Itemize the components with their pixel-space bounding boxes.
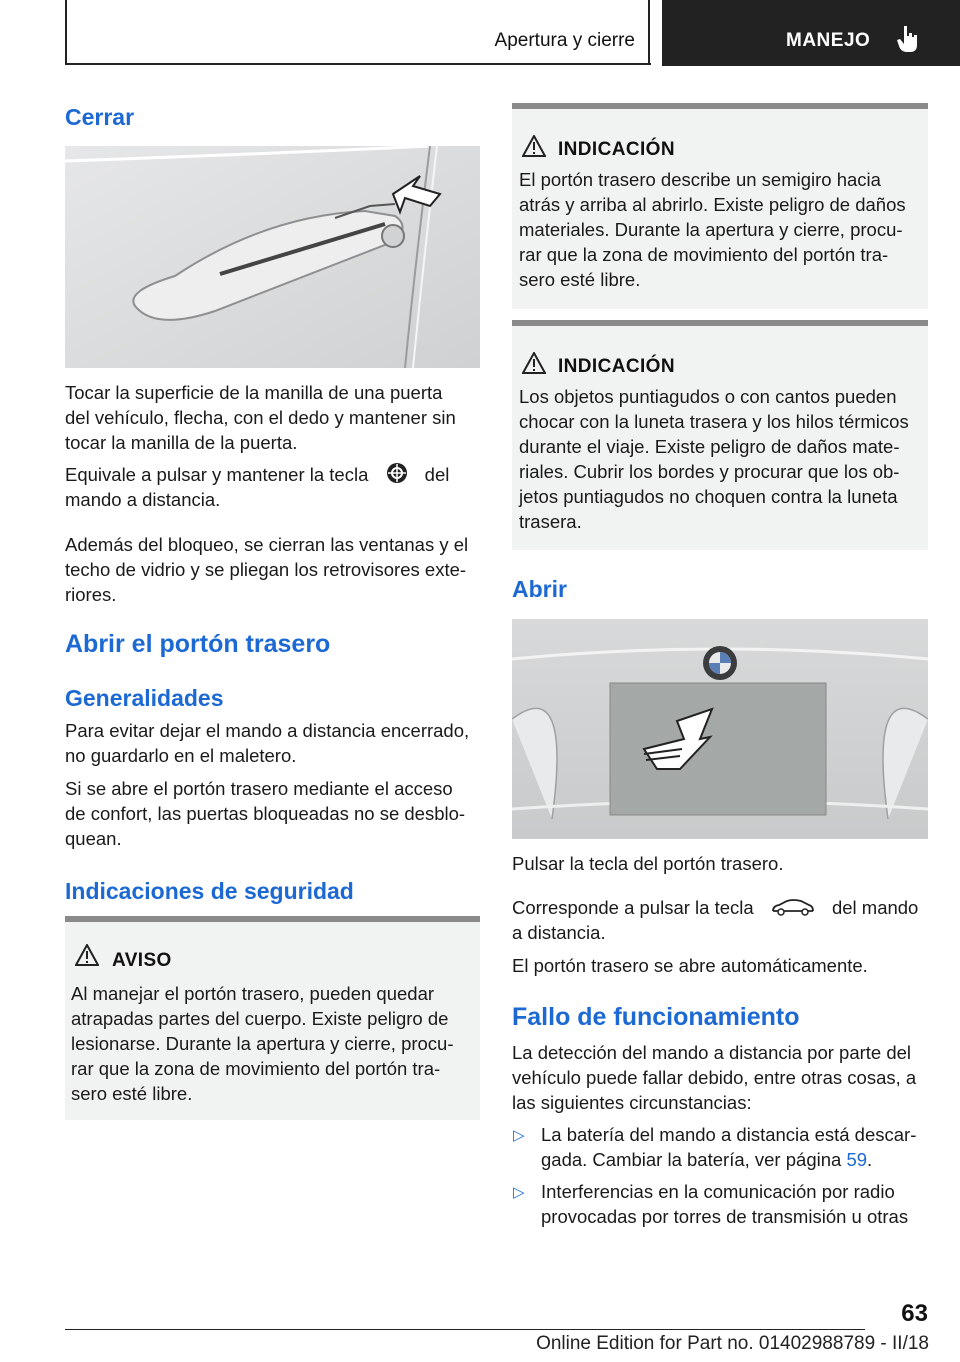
bullet-marker: ▷ [513,1127,525,1144]
cerrar-paragraph-2: Equivale a pulsar y mantener la tecla del mando a distancia. [65,464,450,510]
header-section-title: Apertura y cierre [494,30,635,51]
footer-edition: Online Edition for Part no. 01402988789 - II/18 [536,1333,929,1354]
cerrar-paragraph-1: Tocar la superficie de la manilla de una puerta del vehículo, flecha, con el dedo y mantener sin tocar la manilla de la puerta. [65,382,456,453]
header-left-rule [65,0,67,64]
indicacion-box-1 [512,103,928,309]
fallo-bullet-1: La batería del mando a distancia está descar- gada. Cambiar la batería, ver página 59. [541,1124,917,1170]
abrir-heading: Abrir [512,576,567,602]
fallo-bullet-2: Interferencias en la comunicación por radio provocadas por torres de transmisión u otras [541,1181,909,1227]
indicacion-box-2 [512,320,928,550]
tailgate-button-image [512,619,928,839]
header-rule [65,63,651,65]
lock-button-icon [386,462,408,484]
warning-icon [75,944,99,966]
footer-rule [65,1329,865,1330]
indicacion-1-title: INDICACIÓN [558,139,675,160]
generalidades-paragraph-1: Para evitar dejar el mando a distancia encerrado, no guardarlo en el maletero. [65,720,470,766]
aviso-box [65,916,480,1120]
chapter-tab-label: MANEJO [786,30,871,51]
indicacion-1-text: El portón trasero describe un semigiro hacia atrás y arriba al abrirlo. Existe peligro de daños materiales. Durante la apertura y cierre, procu- rar que la zona de movimiento del portón tra- sero esté libre. [519,169,906,290]
warning-icon [522,352,546,374]
page-link[interactable]: 59 [846,1149,868,1170]
tailgate-button-icon [771,898,815,916]
aviso-title: AVISO [112,950,172,971]
cerrar-heading: Cerrar [65,104,135,130]
fallo-heading: Fallo de funcionamiento [512,1003,800,1031]
seguridad-heading: Indicaciones de seguridad [65,878,354,904]
indicacion-2-title: INDICACIÓN [558,356,675,377]
cerrar-paragraph-3: Además del bloqueo, se cierran las ventanas y el techo de vidrio y se pliegan los retrovisores exte- riores. [65,534,469,605]
header-right-rule [648,0,650,64]
abrir-paragraph-1: Pulsar la tecla del portón trasero. [512,853,784,874]
hand-pointer-icon [895,24,921,54]
abrir-paragraph-2: Corresponde a pulsar la tecla del mando a distancia. [512,897,919,943]
generalidades-paragraph-2: Si se abre el portón trasero mediante el acceso de confort, las puertas bloqueadas no se desblo- quean. [65,778,466,849]
abrir-paragraph-3: El portón trasero se abre automáticamente. [512,955,868,976]
door-handle-image [65,146,480,368]
warning-icon [522,135,546,157]
generalidades-heading: Generalidades [65,685,224,711]
aviso-text: Al manejar el portón trasero, pueden quedar atrapadas partes del cuerpo. Existe peligro de lesionarse. Durante la apertura y cierre, procu- rar que la zona de movimiento del portón tra- sero esté libre. [71,983,454,1104]
page-number: 63 [901,1300,928,1327]
bullet-marker: ▷ [513,1184,525,1201]
fallo-paragraph: La detección del mando a distancia por parte del vehículo puede fallar debido, entre otras cosas, a las siguientes circunstancias: [512,1042,917,1113]
porton-heading: Abrir el portón trasero [65,630,331,658]
indicacion-2-text: Los objetos puntiagudos o con cantos pueden chocar con la luneta trasera y los hilos térmicos durante el viaje. Existe peligro de daños mate- riales. Cubrir los bordes y procurar que los ob- jetos puntiagudos no choquen contra la luneta trasera. [519,386,909,532]
chapter-tab[interactable] [662,0,960,66]
